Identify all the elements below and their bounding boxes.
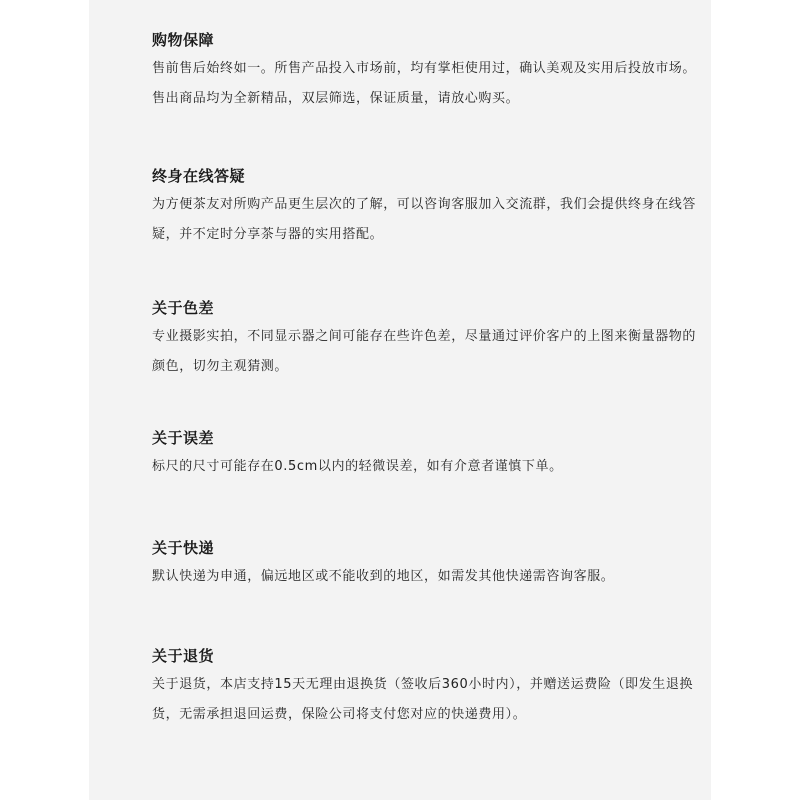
section-body: 关于退货，本店支持15天无理由退换货（签收后360小时内），并赠送运费险（即发生退换货，无需承担退回运费，保险公司将支付您对应的快递费用）。 xyxy=(152,677,694,722)
section-delivery xyxy=(152,538,697,592)
section-title: 关于色差 xyxy=(152,299,215,317)
section-shopping-guarantee xyxy=(152,30,697,114)
section-size-error xyxy=(152,428,697,482)
section-body: 默认快递为申通，偏远地区或不能收到的地区，如需发其他快递需咨询客服。 xyxy=(152,569,615,584)
section-body: 标尺的尺寸可能存在0.5cm以内的轻微误差，如有介意者谨慎下单。 xyxy=(152,459,563,474)
section-body: 售前售后始终如一。所售产品投入市场前，均有掌柜使用过，确认美观及实用后投放市场。售出商品均为全新精品，双层筛选，保证质量，请放心购买。 xyxy=(152,61,697,106)
section-title: 关于退货 xyxy=(152,647,215,665)
section-body: 为方便茶友对所购产品更生层次的了解，可以咨询客服加入交流群，我们会提供终身在线答疑，并不定时分享茶与器的实用搭配。 xyxy=(152,197,697,242)
section-color-difference xyxy=(152,298,697,382)
section-title: 关于误差 xyxy=(152,429,215,447)
info-panel xyxy=(89,0,711,800)
section-lifetime-support xyxy=(152,166,697,250)
section-title: 购物保障 xyxy=(152,31,215,49)
section-title: 关于快递 xyxy=(152,539,215,557)
section-returns xyxy=(152,646,697,730)
section-title: 终身在线答疑 xyxy=(152,167,246,185)
section-body: 专业摄影实拍，不同显示器之间可能存在些许色差，尽量通过评价客户的上图来衡量器物的颜色，切勿主观猜测。 xyxy=(152,329,697,374)
